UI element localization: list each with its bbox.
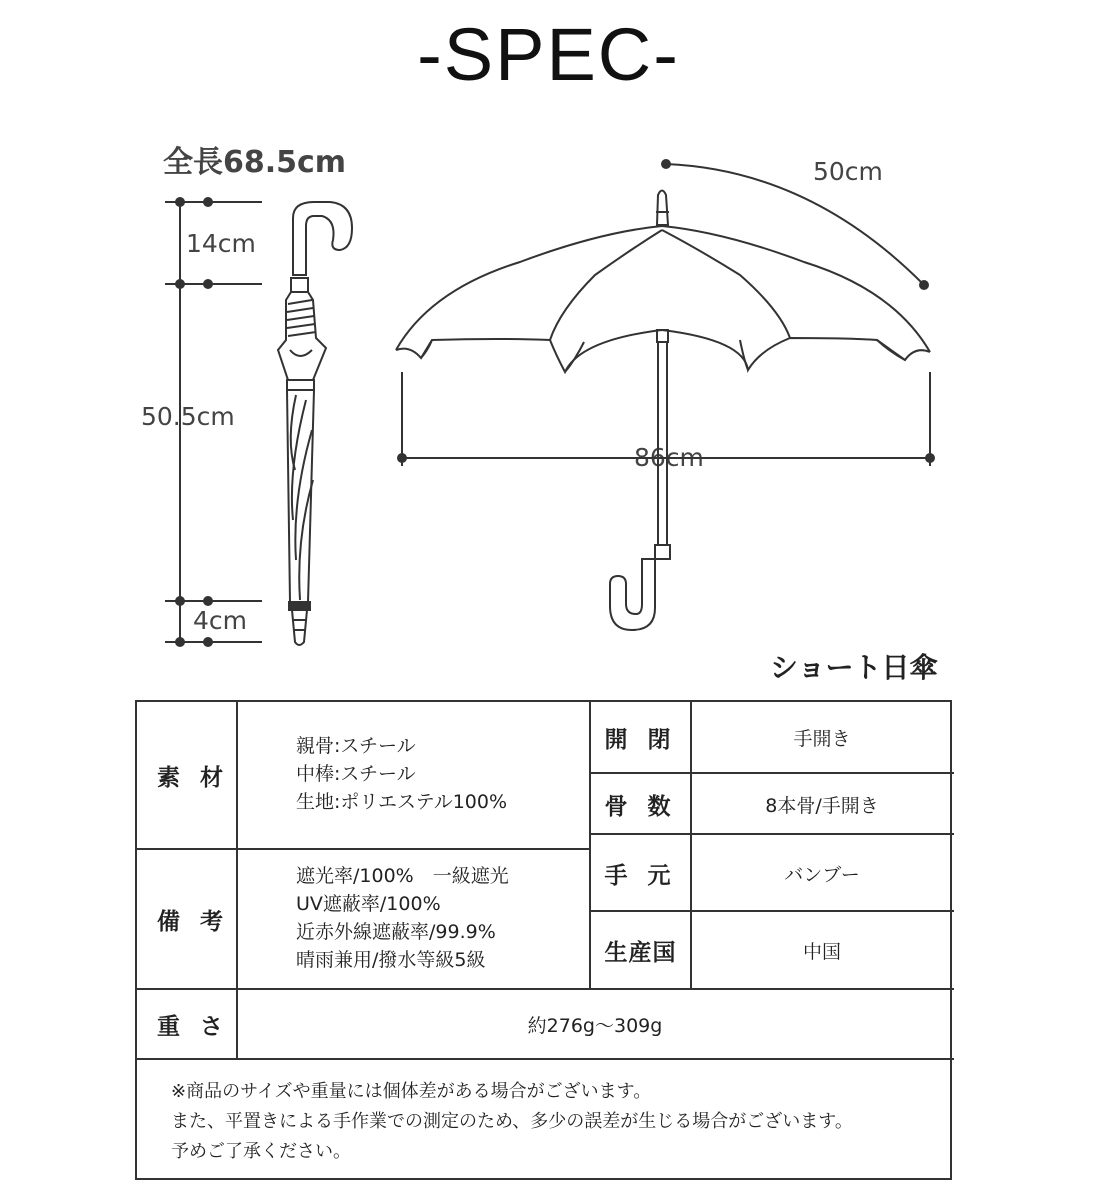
tip-length-label: 4cm xyxy=(193,606,248,635)
open-close-header: 開 閉 xyxy=(604,726,677,753)
ribs-value: 8本骨/手開き xyxy=(765,794,879,817)
page-title: -SPEC- xyxy=(417,13,680,96)
rib-length-label: 50cm xyxy=(813,157,883,186)
material-line: 生地:ポリエステル100% xyxy=(296,791,508,813)
handle-length-label: 14cm xyxy=(186,229,256,258)
remarks-value xyxy=(238,862,589,974)
origin-value: 中国 xyxy=(802,940,841,963)
total-length-label: 全長68.5cm xyxy=(163,145,347,180)
product-name: ショート日傘 xyxy=(770,651,938,684)
remarks-line: 近赤外線遮蔽率/99.9% xyxy=(296,921,496,943)
note-line: また、平置きによる手作業での測定のため、多少の誤差が生じる場合がございます。 xyxy=(171,1111,853,1132)
remarks-header: 備 考 xyxy=(157,908,230,935)
open-umbrella-drawing xyxy=(396,191,930,631)
remarks-line: UV遮蔽率/100% xyxy=(296,893,441,915)
material-line: 親骨:スチール xyxy=(296,735,416,757)
origin-header: 生産国 xyxy=(604,939,677,966)
weight-header: 重 さ xyxy=(157,1013,230,1040)
folded-umbrella-drawing xyxy=(278,202,352,645)
note-line: 予めご了承ください。 xyxy=(171,1141,351,1162)
weight-value: 約276g〜309g xyxy=(527,1014,663,1037)
material-line: 中棒:スチール xyxy=(296,763,416,785)
handle-value: バンブー xyxy=(784,863,860,886)
spec-table xyxy=(135,700,952,1180)
remarks-line: 遮光率/100% 一級遮光 xyxy=(296,865,509,887)
diameter-label: 86cm xyxy=(628,443,710,472)
material-header: 素 材 xyxy=(157,764,230,791)
notes xyxy=(171,1077,853,1167)
open-close-value: 手開き xyxy=(793,727,851,750)
note-line: ※商品のサイズや重量には個体差がある場合がございます。 xyxy=(171,1081,652,1102)
folded-dimension-lines xyxy=(165,202,262,642)
material-value xyxy=(238,732,589,816)
remarks-line: 晴雨兼用/撥水等級5級 xyxy=(296,949,486,971)
body-length-label: 50.5cm xyxy=(141,402,235,431)
ribs-header: 骨 数 xyxy=(604,793,677,820)
handle-header: 手 元 xyxy=(604,862,677,889)
